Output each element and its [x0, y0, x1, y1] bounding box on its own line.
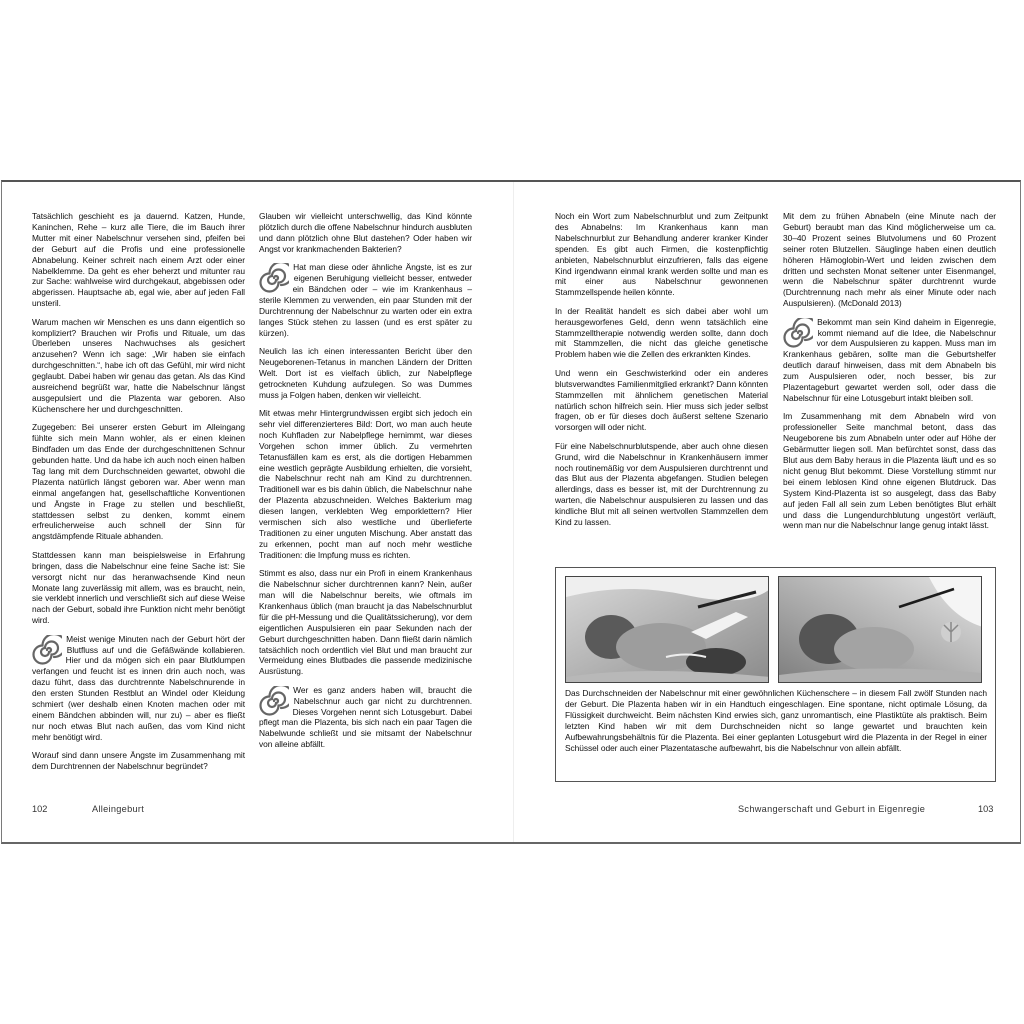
paragraph: Zugegeben: Bei unserer ersten Geburt im Alleingang fühlte sich mein Mann wohler, als er einen kleinen Bindfaden um das Ende der durchgeschnittenen Schnur gebunden hatte. Und da habe ich auch noch einen halben Tag lang mit dem Durchschneiden gewartet, obwohl die Plazenta natürlich längst geboren war. Aber wenn man einmal angefangen hat, gesellschaftliche Konventionen und Ängste in Frage zu stellen und beschließt, stattdessen selbst zu denken, kommt einem erfreulicherweise auch schnell der Sinn für angstdämpfende Rituale abhanden.: [32, 422, 245, 542]
spiral-icon: [259, 263, 289, 293]
paragraph: Im Zusammenhang mit dem Abnabeln wird von professioneller Seite manchmal betont, dass das Neugeborene bis zum Abnabeln unter oder auf Höhe der Gebärmutter liegen soll. Man befürchtet sonst, dass das Blut aus dem Baby heraus in die Plazenta läuft und es so nicht genug Blut bekommt. Diese Vorstellung stimmt nur bei einem leblosen Kind ohne eigenen Blutdruck. Das System Kind-Plazenta ist so ausgelegt, dass das Baby auf jeden Fall all sein zum Leben benötigtes Blut erhält und dass die Lungendurchblutung ungestört verläuft, wenn man nur die Nabelschnur lange genug intakt lässt.: [783, 411, 996, 531]
paragraph: Stimmt es also, dass nur ein Profi in einem Krankenhaus die Nabelschnur sicher durchtrennen kann? Nein, außer man will die Nabelschnur bereits, wie oftmals im Krankenhaus üblich (man braucht ja das Nabelschnurblut für die pH-Messung und die Qualitätssicherung), vor dem eigentlichen Auspulsieren ein paar Sekunden nach der Geburt durchgeschnitten haben. Dann fließt darin nämlich tatsächlich noch ordentlich viel Blut und man braucht zur Vermeidung eines Blutbades die passende medizinische Ausrüstung.: [259, 568, 472, 677]
spiral-icon: [32, 635, 62, 665]
paragraph: In der Realität handelt es sich dabei aber wohl um herausgeworfenes Geld, denn wenn tatsächlich eine Stammzelltherapie notwendig werden sollte, dann doch mit Stammzellen, die nicht das gleiche genetische Problem haben wie die Zellen des erkrankten Kindes.: [555, 305, 768, 360]
callout-paragraph: [783, 317, 996, 404]
callout-text: Bekommt man sein Kind daheim in Eigenregie, kommt niemand auf die Idee, die Nabelschnur vor dem Auspulsieren zu kappen. Muss man im Krankenhaus gebären, sollte man die Geburtshelfer deutlich darauf hinweisen, dass mit dem Abnabeln bis zum Auspulsieren oder, noch besser, bis zur Plazentageburt gewartet werden soll, oder dass die Nabelschnur für eine Lotusgeburt intakt bleiben soll.: [783, 316, 996, 403]
book-spread: [1, 180, 1021, 844]
paragraph: Stattdessen kann man beispielsweise in Erfahrung bringen, dass die Nabelschnur eine feine Sache ist: Sie versorgt nicht nur das heranwachsende Kind neun Monate lang zuverlässig mit allem, was es braucht, nein, sie verklebt innerlich und verschließt sich auf diese Weise nach der Geburt, sobald ihre Funktion nicht mehr benötigt wird.: [32, 549, 245, 626]
callout-text: Wer es ganz anders haben will, braucht die Nabelschnur auch gar nicht zu durchtrennen. Dieses Vorgehen nennt sich Lotusgeburt. Dabei pflegt man die Plazenta, bis sich nach ein paar Tagen die Nabelwunde schließt und sie mitsamt der Nabelschnur von alleine abfällt.: [259, 684, 472, 750]
paragraph: Für eine Nabelschnurblutspende, aber auch ohne diesen Grund, wird die Nabelschnur in Krankenhäusern immer noch routinemäßig vor dem Auspulsieren durchtrennt und das Blut aus der Plazenta abgefangen. Studien belegen allerdings, dass es besser ist, mit der Durchtrennung zu warten, die Nabelschnur auspulsieren zu lassen und das kindliche Blut mit all seinen wertvollen Stammzellen dem Kind zu lassen.: [555, 440, 768, 528]
figure-box: [555, 567, 996, 782]
callout-paragraph: [259, 685, 472, 750]
paragraph: Worauf sind dann unsere Ängste im Zusammenhang mit dem Durchtrennen der Nabelschnur begründet?: [32, 750, 245, 772]
paragraph: Mit etwas mehr Hintergrundwissen ergibt sich jedoch ein sehr viel differenzierteres Bild: Dort, wo man auch heute noch Kuhfladen zur Nabelpflege hernimmt, war dieses Vorgehen schon immer üblich. Zu vermehrten Tetanusfällen kam es erst, als die dortigen Hebammen eine westlich geprägte Ausbildung erhielten, die vorsieht, die Nabelschnur recht nah am Kind zu durchtrennen. Traditionell war es bis dahin üblich, die Nabelschnur nahe der Plazenta abzuschneiden. Welches Bakterium mag diesen langen, verklebten Weg emporklettern? Hier vermischen sich also westliche und überlieferte Traditionen zu einer unguten Mischung. Aber anstatt das zu erkennen, pocht man auf noch mehr westliche Traditionen: die Impfung muss es richten.: [259, 408, 472, 560]
paragraph: Und wenn ein Geschwisterkind oder ein anderes blutsverwandtes Familienmitglied erkrankt? Dann könnten Stammzellen mit ähnlichem genetischen Material natürlich schon hilfreich sein. Hier muss sich jeder selbst fragen, ob er für dieses doch äußerst seltene Szenario vorsorgen will oder nicht.: [555, 367, 768, 433]
newborn-with-scissors-photo: [778, 576, 982, 683]
left-page-column-2: [259, 211, 472, 758]
newborn-cutting-cord-photo: [565, 576, 769, 683]
paragraph: Neulich las ich einen interessanten Bericht über den Neugeborenen-Tetanus in manchen Ländern der Dritten Welt. Dort ist es vielfach üblich, zur Nabelpflege getrockneten Kuhdung aufzulegen. So was Dummes muss ja Folgen haben, denken wir vielleicht.: [259, 345, 472, 400]
page-number-left: 102: [32, 804, 48, 814]
left-page-column-1: [32, 211, 245, 780]
paragraph: Noch ein Wort zum Nabelschnurblut und zum Zeitpunkt des Abnabelns: Im Krankenhaus kann man Nabelschnurblut zur Behandlung anderer kranker Kinder spenden. Es gibt auch Firmen, die kostenpflichtig anbieten, Nabelschnurblut einzufrieren, falls das eigene Kind irgendwann einmal krank werden sollte und man es mit einer aus Nabelschnur gewonnenen Stammzellspende heilen könnte.: [555, 211, 768, 298]
right-page-column-1: [555, 211, 768, 535]
figure-caption: Das Durchschneiden der Nabelschnur mit einer gewöhnlichen Küchenschere – in diesem Fall zwölf Stunden nach der Geburt. Die Plazenta haben wir in ein Handtuch eingeschlagen. Eine spontane, nicht optimale Lösung, da Flüssigkeit durchweicht. Beim nächsten Kind erwies sich, ganz unromantisch, eine Plastiktüte als praktisch. Beim letzten Kind haben wir mit dem Durchschneiden nicht so lange gewartet und brauchten kein Aufbewahrungsbehältnis für die Plazenta. Bei einer geplanten Lotusgeburt wird die Plazenta in der Regel in einer Schüssel oder auch einer Plazentatasche aufbewahrt, bis die Nabelschnur von allein abfällt.: [565, 688, 987, 753]
callout-paragraph: [259, 262, 472, 338]
paragraph: Warum machen wir Menschen es uns dann eigentlich so kompliziert? Brauchen wir Profis und Rituale, um das Überleben unseres Nachwuchses als gesichert anzusehen? Wenn ich sage: „Wir haben sie einfach durchgeschnitten.“, habe ich oft das Gefühl, mir wird nicht geglaubt. Dabei haben wir genau das getan. Als das Kind ausreichend begrüßt war, hatte die Nabelschnur längst ausgepulsiert und die Plazenta war geboren. Also Küchenschere her und durchgeschnitten.: [32, 316, 245, 414]
paragraph: Mit dem zu frühen Abnabeln (eine Minute nach der Geburt) beraubt man das Kind möglicherweise um ca. 30–40 Prozent seines Blutvolumens und 60 Prozent seiner roten Blutzellen. Säuglinge haben einen deutlich höheren Hämoglobin-Wert und leiden zwischen dem dritten und sechsten Monat seltener unter Eisenmangel, wenn die Nabelschnur später durchtrennt wurde (Durchtrennung nach mehr als einer Minute oder nach Auspulsieren). (McDonald 2013): [783, 211, 996, 309]
spiral-icon: [783, 318, 813, 348]
callout-text: Meist wenige Minuten nach der Geburt hört der Blutfluss auf und die Gefäßwände kollabieren. Hier und da mögen sich ein paar Blutklumpen verfangen und feucht ist es innen drin auch noch, was dazu führt, dass das durchtrennte Nabelschnurende in den ersten Stunden Restblut an Windel oder Kleidung schmiert (wer deshalb einen Knoten machen oder mit einem Bändchen abbinden will, nur zu) – aber es fließt nur noch etwas Blut nach außen, das vom Kind nicht mehr benötigt wird.: [32, 633, 245, 742]
callout-text: Hat man diese oder ähnliche Ängste, ist es zur eigenen Beruhigung vielleicht besser, entweder ein Bändchen oder – wie im Krankenhaus – sterile Klemmen zu verwenden, ein paar Stunden mit der Durchtrennung der Nabelschnur zu warten oder ein extra langes Stück stehen zu lassen (und es erst später zu kürzen).: [259, 262, 472, 338]
spiral-icon: [259, 686, 289, 716]
callout-paragraph: [32, 634, 245, 743]
page-number-right: 103: [978, 804, 994, 814]
right-page-column-2: [783, 211, 996, 539]
paragraph: Tatsächlich geschieht es ja dauernd. Katzen, Hunde, Kaninchen, Rehe – kurz alle Tiere, die im Bauch ihrer Mutter mit einer Nabelschnur versehen sind, pfeifen bei der Geburt auf die Profis und eine professionelle Abnabelung. Keiner schreit nach einem Arzt oder einer Nabelklemme. Da geht es eher beherzt und mitunter rau zur Sache: wahlweise wird durchgekaut, abgebissen oder abgerissen. Hauptsache ab, egal wie, aber auf jeden Fall unsteril.: [32, 211, 245, 309]
running-title-right: Schwangerschaft und Geburt in Eigenregie: [738, 804, 926, 814]
paragraph: Glauben wir vielleicht unterschwellig, das Kind könnte plötzlich durch die offene Nabelschnur hindurch ausbluten und dann plötzlich ohne Blut dastehen? Oder haben wir Angst vor krankmachenden Bakterien?: [259, 211, 472, 254]
gutter: [513, 182, 514, 842]
running-title-left: Alleingeburt: [92, 804, 145, 814]
